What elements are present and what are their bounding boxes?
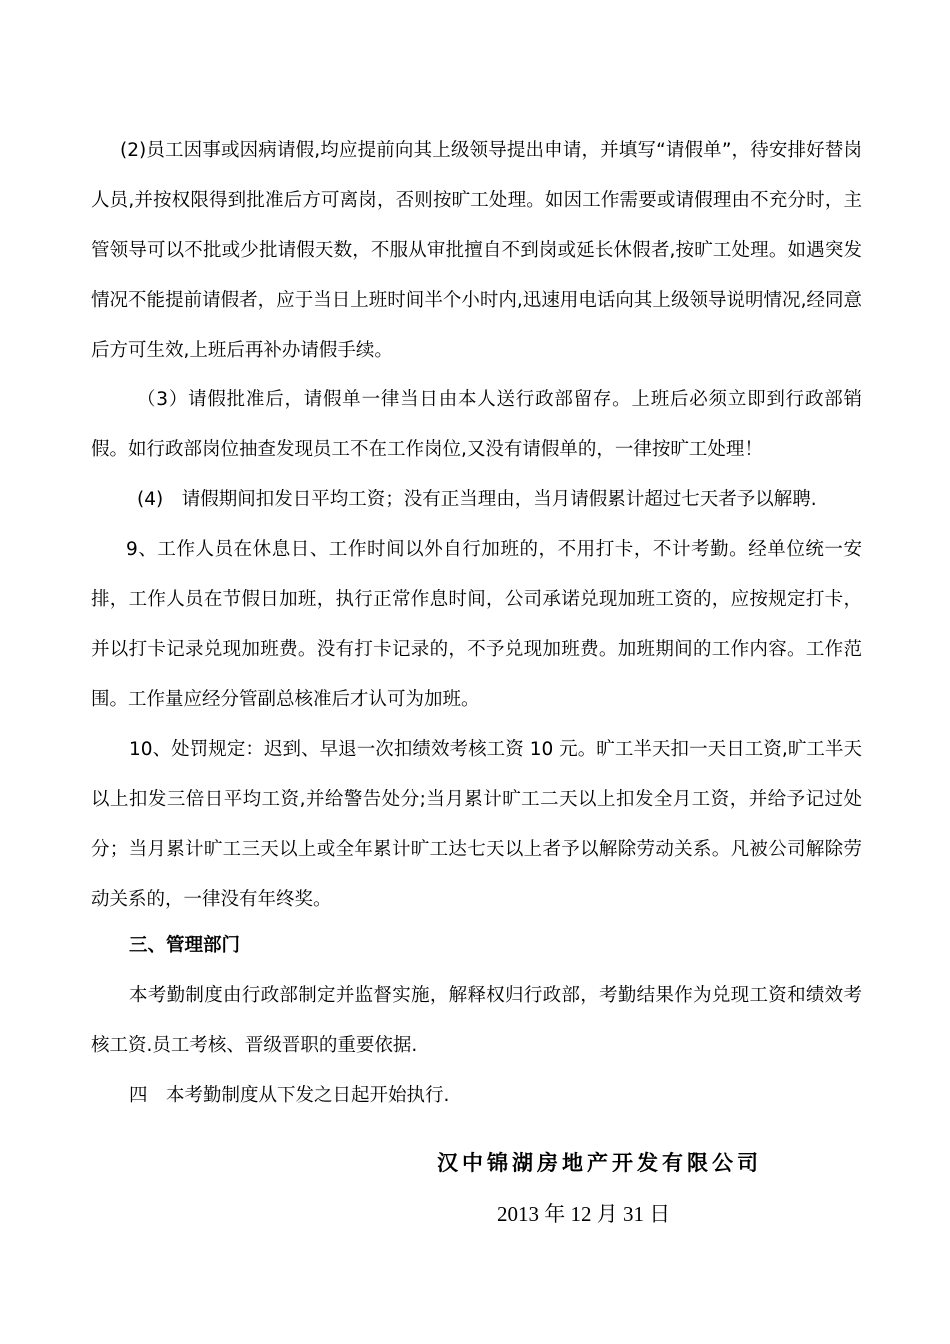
paragraph-overtime: 9、工作人员在休息日、工作时间以外自行加班的，不用打卡，不计考勤。经单位统一安排，工作人员在节假日加班，执行正常作息时间，公司承诺兑现加班工资的，应按规定打卡，并以打卡记录兑现加班费。没有打卡记录的，不予兑现加班费。加班期间的工作内容。工作范围。工作量应经分管副总核准后才认可为加班。 <box>91 539 862 710</box>
company-signature: 汉中锦湖房地产开发有限公司 <box>437 1150 762 1175</box>
paragraph-leave-approval: （3）请假批准后，请假单一律当日由本人送行政部留存。上班后必须立即到行政部销假。如行政部岗位抽查发现员工不在工作岗位,又没有请假单的，一律按旷工处理！ <box>91 389 862 460</box>
paragraph-penalties: 10、处罚规定：迟到、早退一次扣绩效考核工资 10 元。旷工半天扣一天日工资,旷工半天以上扣发三倍日平均工资,并给警告处分;当月累计旷工二天以上扣发全月工资，并给予记过处分；当月累计旷工三天以上或全年累计旷工达七天以上者予以解除劳动关系。凡被公司解除劳动关系的，一律没有年终奖。 <box>91 739 862 910</box>
paragraph-effective-date: 四 本考勤制度从下发之日起开始执行. <box>129 1085 450 1106</box>
paragraph-leave-deduction: (4) 请假期间扣发日平均工资；没有正当理由，当月请假累计超过七天者予以解聘. <box>137 489 817 510</box>
paragraph-management: 本考勤制度由行政部制定并监督实施，解释权归行政部，考勤结果作为兑现工资和绩效考核工资.员工考核、晋级晋职的重要依据. <box>91 985 862 1056</box>
signature-date: 2013 年 12 月 31 日 <box>497 1202 671 1226</box>
section-heading-management: 三、管理部门 <box>129 935 241 956</box>
paragraph-leave-application: (2)员工因事或因病请假,均应提前向其上级领导提出申请，并填写“请假单”，待安排好替岗人员,并按权限得到批准后方可离岗，否则按旷工处理。如因工作需要或请假理由不充分时，主管领导可以不批或少批请假天数，不服从审批擅自不到岗或延长休假者,按旷工处理。如遇突发情况不能提前请假者，应于当日上班时间半个小时内,迅速用电话向其上级领导说明情况,经同意后方可生效,上班后再补办请假手续。 <box>91 140 862 361</box>
